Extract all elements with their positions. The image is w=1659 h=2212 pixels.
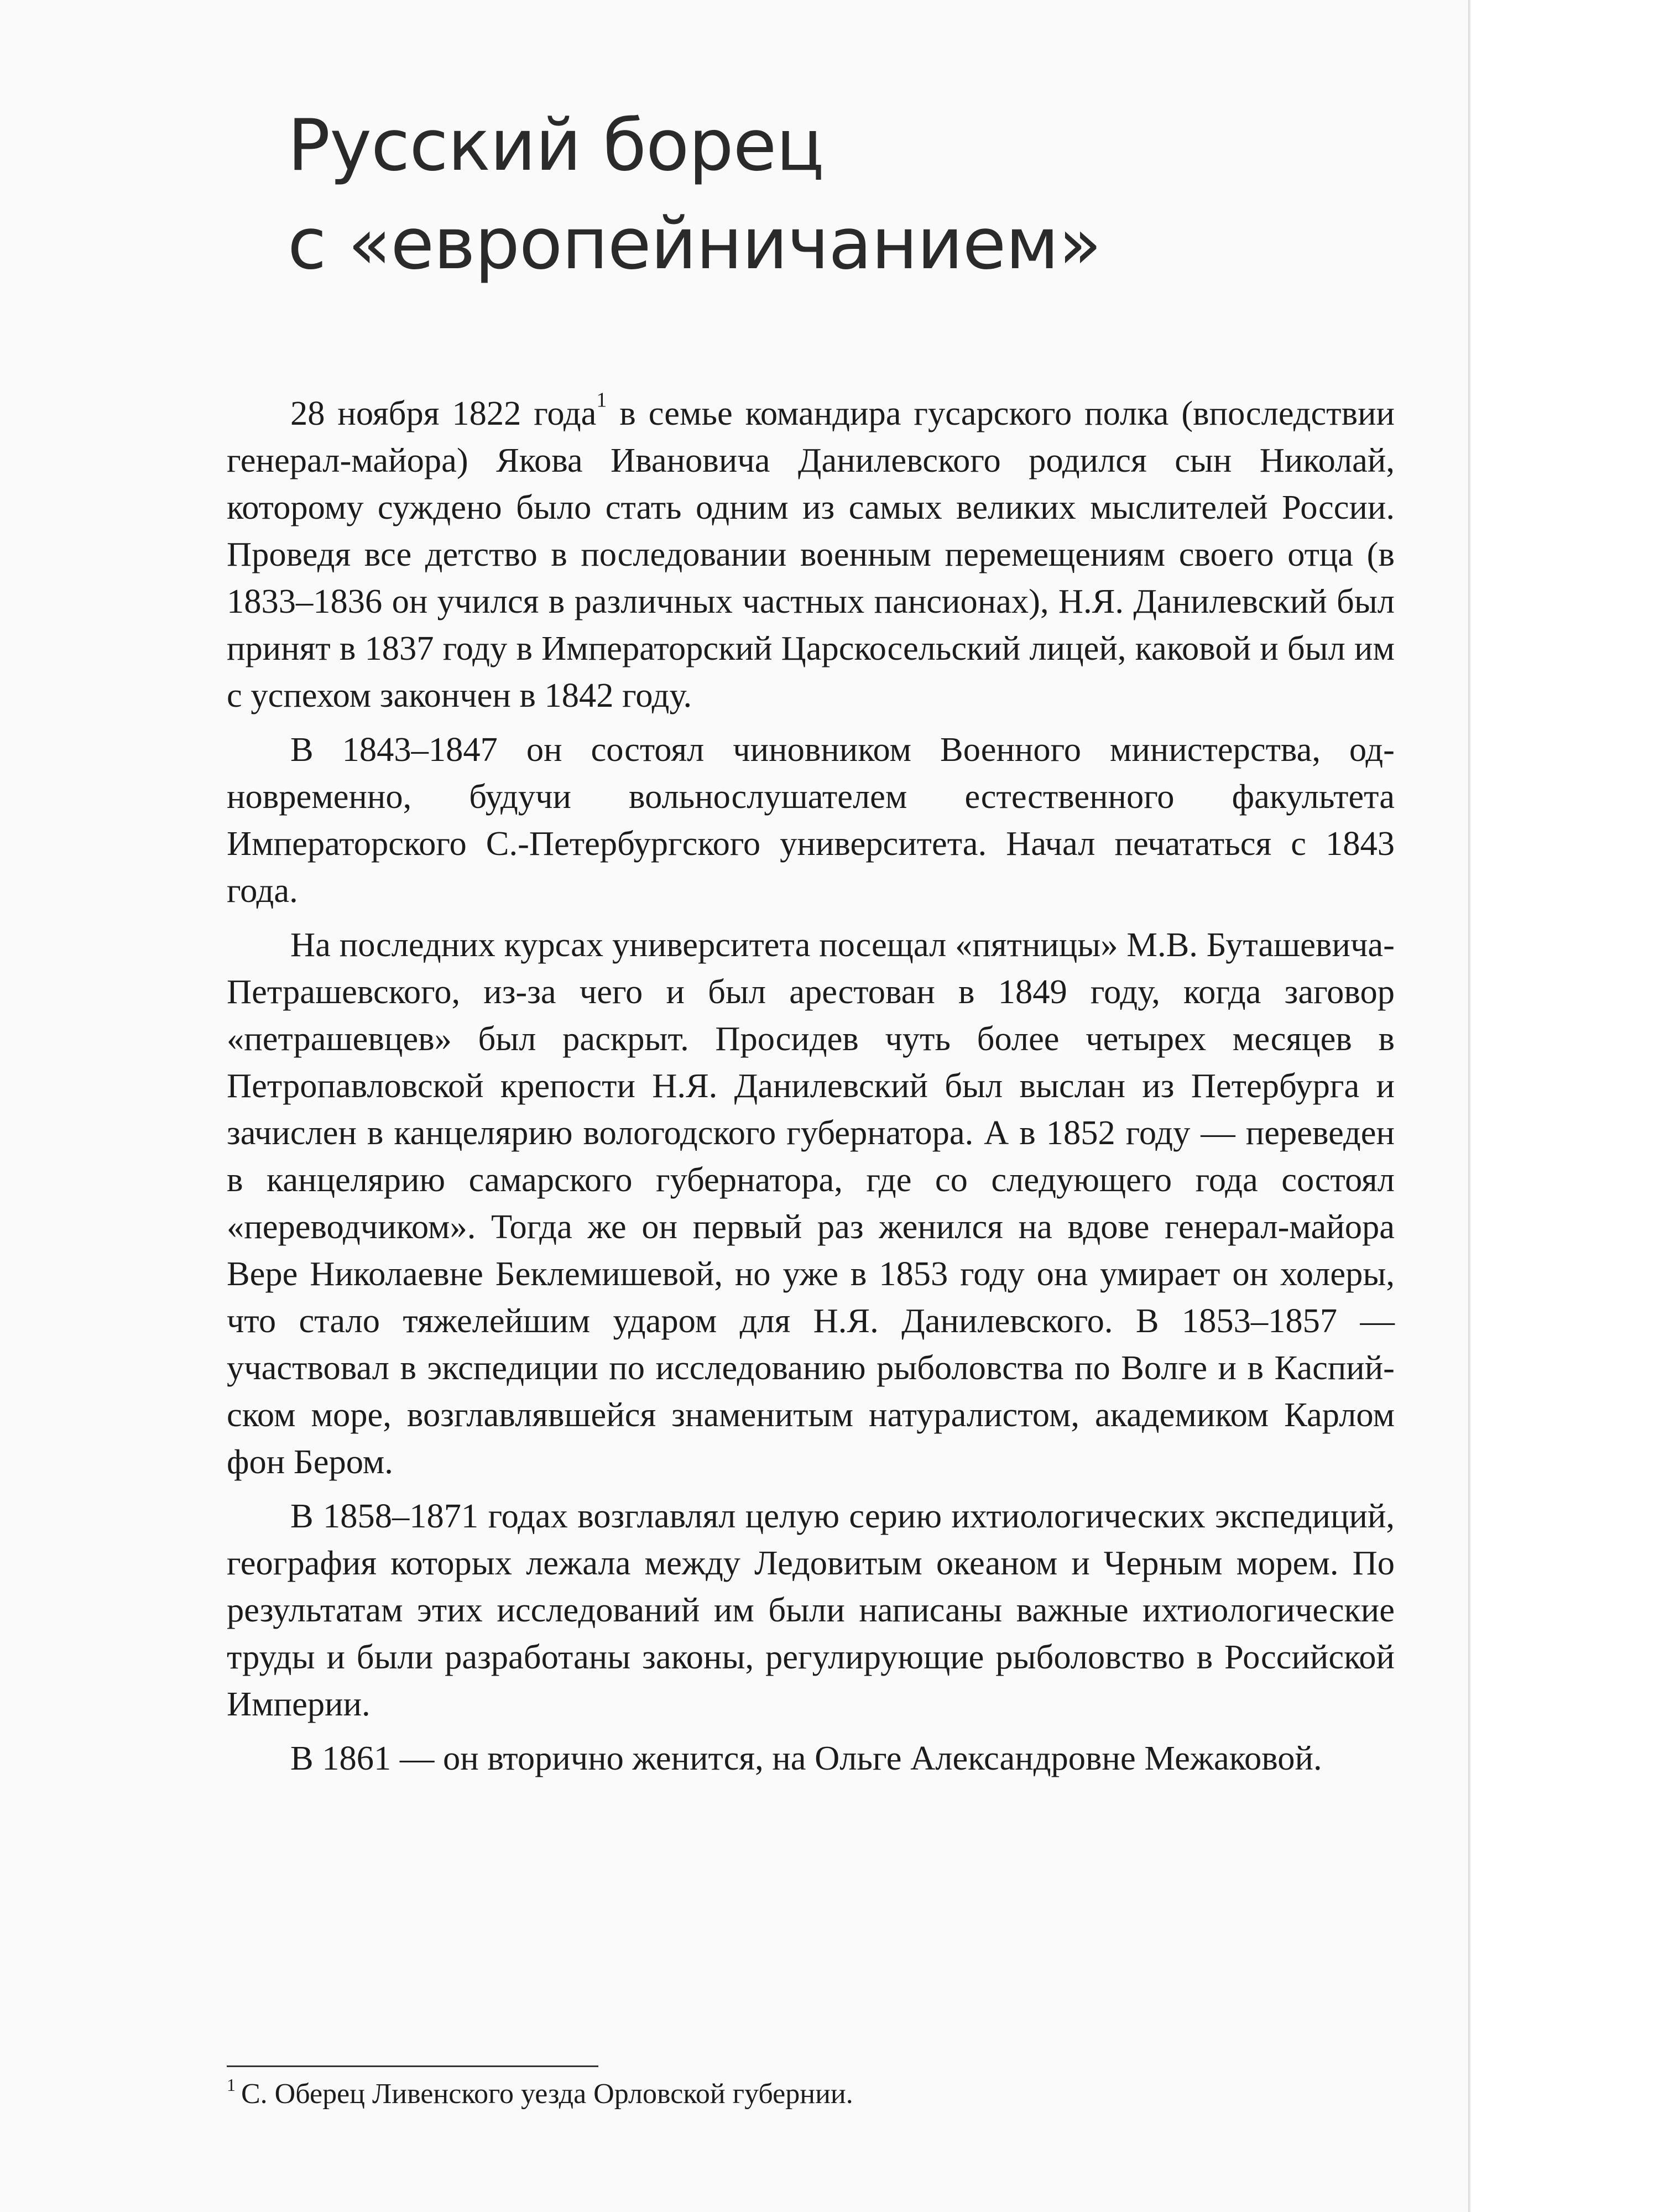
body-text — [227, 390, 1395, 1782]
footnote-marker: 1 — [227, 2074, 236, 2095]
footnote — [227, 2075, 1388, 2114]
paragraph-1-rest: в семье командира гусарского полка (впоследствии генерал-майора) Якова Ивановича Данилевского родился сын Николай, которому суждено было стать одним из самых великих мыслителей России. Проведя все детство в последовании военным перемещениям своего отца (в 1833–1836 он учился в различных частных пансионах), Н.Я. Данилевский был принят в 1837 году в Императорский Царскосельский лицей, каковой и был им с успехом закончен в 1842 году. — [227, 394, 1395, 714]
paragraph-1-start: 28 ноября 1822 года — [290, 394, 597, 432]
chapter-title — [288, 97, 1101, 294]
chapter-title-line-2: с «европейничанием» — [288, 203, 1102, 285]
paragraph-1 — [227, 390, 1395, 719]
footnote-text: С. Оберец Ливенского уезда Орловской губернии. — [241, 2078, 853, 2110]
paragraph-4: В 1858–1871 годах возглавлял целую серию ихтиологических экспедиций, география которых лежала между Ледовитым океаном и Черным морем. По результатам этих исследований им были написаны важные ихтиологические труды и были разработаны законы, регулирующие рыболовство в Российской Империи. — [227, 1496, 1395, 1723]
paragraph-3: На последних курсах университета посещал «пятницы» М.В. Буташевича-Петрашевского, из-за чего и был арестован в 1849 году, когда заговор «петрашевцев» был раскрыт. Просидев чуть более четырех месяцев в Петропавловской крепости Н.Я. Данилевский был выслан из Петербурга и зачислен в канцелярию вологодского губернатора. А в 1852 году — переведен в канцелярию самарского губернатора, где со следующего года состоял «переводчиком». Тогда же он первый раз женился на вдове генерал-майора Вере Николаевне Беклемишевой, но уже в 1853 году она умирает он холеры, что стало тяжелейшим ударом для Н.Я. Данилевского. В 1853–1857 — участвовал в экспедиции по исследованию рыболовства по Волге и в Каспийском море, возглавлявшейся знаменитым натуралистом, академиком Карлом фон Бером. — [227, 925, 1395, 1481]
paragraph-2: В 1843–1847 он состоял чиновником Военного министерства, одновременно, будучи вольнослушателем естественного факультета Императорского С.-Петербургского университета. Начал печататься с 1843 года. — [227, 730, 1395, 910]
paragraph-5: В 1861 — он вторично женится, на Ольге Александровне Межаковой. — [290, 1739, 1322, 1777]
page-edge — [1468, 0, 1472, 2212]
footnote-divider — [227, 2065, 598, 2067]
chapter-title-line-1: Русский борец — [288, 105, 824, 187]
footnote-reference: 1 — [596, 388, 607, 412]
